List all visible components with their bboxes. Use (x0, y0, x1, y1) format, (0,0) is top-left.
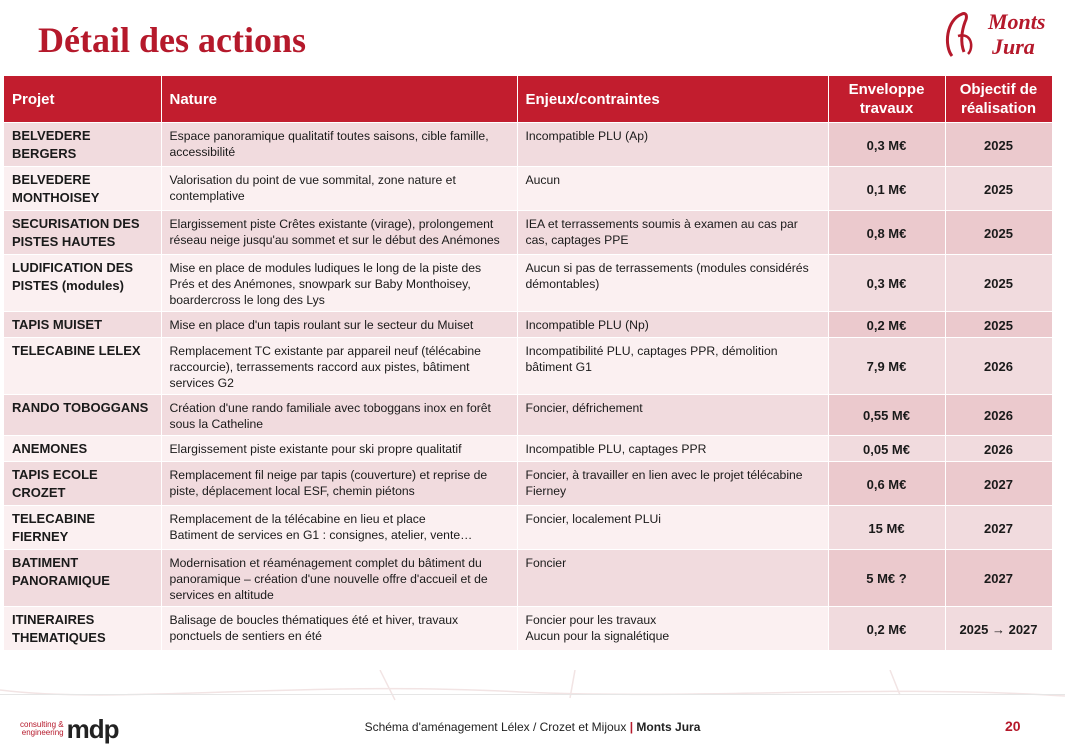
cell-objectif: 2027 (945, 506, 1052, 550)
cell-enjeux: Incompatible PLU, captages PPR (517, 436, 828, 462)
cell-enveloppe: 0,6 M€ (828, 462, 945, 506)
cell-nature: Balisage de boucles thématiques été et hiver, travaux ponctuels de sentiers en été (161, 607, 517, 651)
cell-objectif: 2027 (945, 462, 1052, 506)
cell-nature: Remplacement TC existante par appareil neuf (télécabine raccourcie), terrassements raccord aux pistes, bâtiment services G2 (161, 338, 517, 395)
header-nature: Nature (161, 76, 517, 123)
table-row (4, 123, 1052, 167)
logo-text-jura: Jura (992, 34, 1035, 59)
cell-nature: Remplacement fil neige par tapis (couverture) et reprise de piste, déplacement local ESF, chemin piétons (161, 462, 517, 506)
cell-enveloppe: 0,8 M€ (828, 211, 945, 255)
cell-projet: ITINERAIRES THEMATIQUES (4, 607, 161, 651)
cell-enjeux: Aucun (517, 167, 828, 211)
cell-projet: TAPIS MUISET (4, 312, 161, 338)
page-number: 20 (1005, 718, 1021, 734)
cell-nature: Création d'une rando familiale avec toboggans inox en forêt sous la Catheline (161, 395, 517, 436)
cell-projet: LUDIFICATION DES PISTES (modules) (4, 255, 161, 312)
cell-objectif: 2025 (945, 255, 1052, 312)
cell-objectif: 2026 (945, 436, 1052, 462)
table-row (4, 255, 1052, 312)
cell-enveloppe: 0,55 M€ (828, 395, 945, 436)
table-row (4, 395, 1052, 436)
cell-projet: TELECABINE FIERNEY (4, 506, 161, 550)
cell-enjeux: Foncier (517, 550, 828, 607)
cell-objectif: 2026 (945, 338, 1052, 395)
cell-projet: BELVEDERE BERGERS (4, 123, 161, 167)
table-row (4, 506, 1052, 550)
cell-nature: Elargissement piste existante pour ski propre qualitatif (161, 436, 517, 462)
cell-objectif: 2025 (945, 312, 1052, 338)
cell-enveloppe: 15 M€ (828, 506, 945, 550)
cell-projet: ANEMONES (4, 436, 161, 462)
cell-enveloppe: 0,1 M€ (828, 167, 945, 211)
cell-enjeux: IEA et terrassements soumis à examen au cas par cas, captages PPE (517, 211, 828, 255)
cell-nature: Espace panoramique qualitatif toutes saisons, cible famille, accessibilité (161, 123, 517, 167)
header-enjeux: Enjeux/contraintes (517, 76, 828, 123)
cell-enjeux: Foncier, défrichement (517, 395, 828, 436)
cell-projet: RANDO TOBOGGANS (4, 395, 161, 436)
cell-objectif: 2025 (945, 211, 1052, 255)
cell-nature: Mise en place d'un tapis roulant sur le secteur du Muiset (161, 312, 517, 338)
cell-enveloppe: 0,2 M€ (828, 607, 945, 651)
header-enveloppe: Enveloppe travaux (828, 76, 945, 123)
cell-projet: BELVEDERE MONTHOISEY (4, 167, 161, 211)
footer-brand: Monts Jura (636, 720, 701, 734)
footer-separator: | (629, 720, 634, 734)
footer-text: Schéma d'aménagement Lélex / Crozet et Mijoux (364, 720, 627, 734)
cell-enveloppe: 0,3 M€ (828, 255, 945, 312)
cell-enveloppe: 7,9 M€ (828, 338, 945, 395)
table-row (4, 211, 1052, 255)
table-row (4, 167, 1052, 211)
cell-enveloppe: 0,2 M€ (828, 312, 945, 338)
logo-text-monts: Monts (988, 9, 1046, 34)
mdp-subtitle-line1: consulting & (20, 720, 64, 729)
cell-nature: Mise en place de modules ludiques le long de la piste des Prés et des Anémones, snowpark sur Baby Monthoisey, boardercross le long des Lys (161, 255, 517, 312)
cell-nature: Elargissement piste Crêtes existante (virage), prolongement réseau neige jusqu'au sommet et sur le début des Anémones (161, 211, 517, 255)
mdp-subtitle-line2: engineering (21, 728, 64, 737)
footer-caption (0, 720, 1065, 734)
cell-enjeux: Aucun si pas de terrassements (modules considérés démontables) (517, 255, 828, 312)
table-row (4, 462, 1052, 506)
mdp-wordmark: mdp (66, 714, 119, 744)
cell-enjeux: Incompatibilité PLU, captages PPR, démolition bâtiment G1 (517, 338, 828, 395)
cell-nature: Remplacement de la télécabine en lieu et place Batiment de services en G1 : consignes, atelier, vente… (161, 506, 517, 550)
cell-enjeux: Foncier, localement PLUi (517, 506, 828, 550)
cell-objectif: 2025 (945, 167, 1052, 211)
cell-projet: SECURISATION DES PISTES HAUTES (4, 211, 161, 255)
cell-projet: BATIMENT PANORAMIQUE (4, 550, 161, 607)
header-projet: Projet (4, 76, 161, 123)
cell-enjeux: Incompatible PLU (Np) (517, 312, 828, 338)
cell-enjeux: Foncier, à travailler en lien avec le projet télécabine Fierney (517, 462, 828, 506)
actions-table (4, 76, 1053, 650)
cell-enveloppe: 0,3 M€ (828, 123, 945, 167)
cell-projet: TELECABINE LELEX (4, 338, 161, 395)
cell-enjeux: Incompatible PLU (Ap) (517, 123, 828, 167)
cell-objectif: 2027 (945, 550, 1052, 607)
cell-projet: TAPIS ECOLE CROZET (4, 462, 161, 506)
cell-objectif: 2025 → 2027 (945, 607, 1052, 651)
table-header-row (4, 76, 1052, 123)
table-row (4, 607, 1052, 651)
cell-enveloppe: 0,05 M€ (828, 436, 945, 462)
page-title: Détail des actions (38, 20, 306, 60)
table-row (4, 550, 1052, 607)
table-row (4, 436, 1052, 462)
cell-enveloppe: 5 M€ ? (828, 550, 945, 607)
monts-jura-logo (938, 2, 1058, 64)
cell-objectif: 2025 (945, 123, 1052, 167)
cell-enjeux: Foncier pour les travaux Aucun pour la signalétique (517, 607, 828, 651)
cell-nature: Modernisation et réaménagement complet du bâtiment du panoramique – création d'une nouvelle offre d'accueil et de services en altitude (161, 550, 517, 607)
footer-divider (0, 694, 1065, 695)
cell-nature: Valorisation du point de vue sommital, zone nature et contemplative (161, 167, 517, 211)
table-row (4, 338, 1052, 395)
cell-objectif: 2026 (945, 395, 1052, 436)
header-objectif: Objectif de réalisation (945, 76, 1052, 123)
table-row (4, 312, 1052, 338)
